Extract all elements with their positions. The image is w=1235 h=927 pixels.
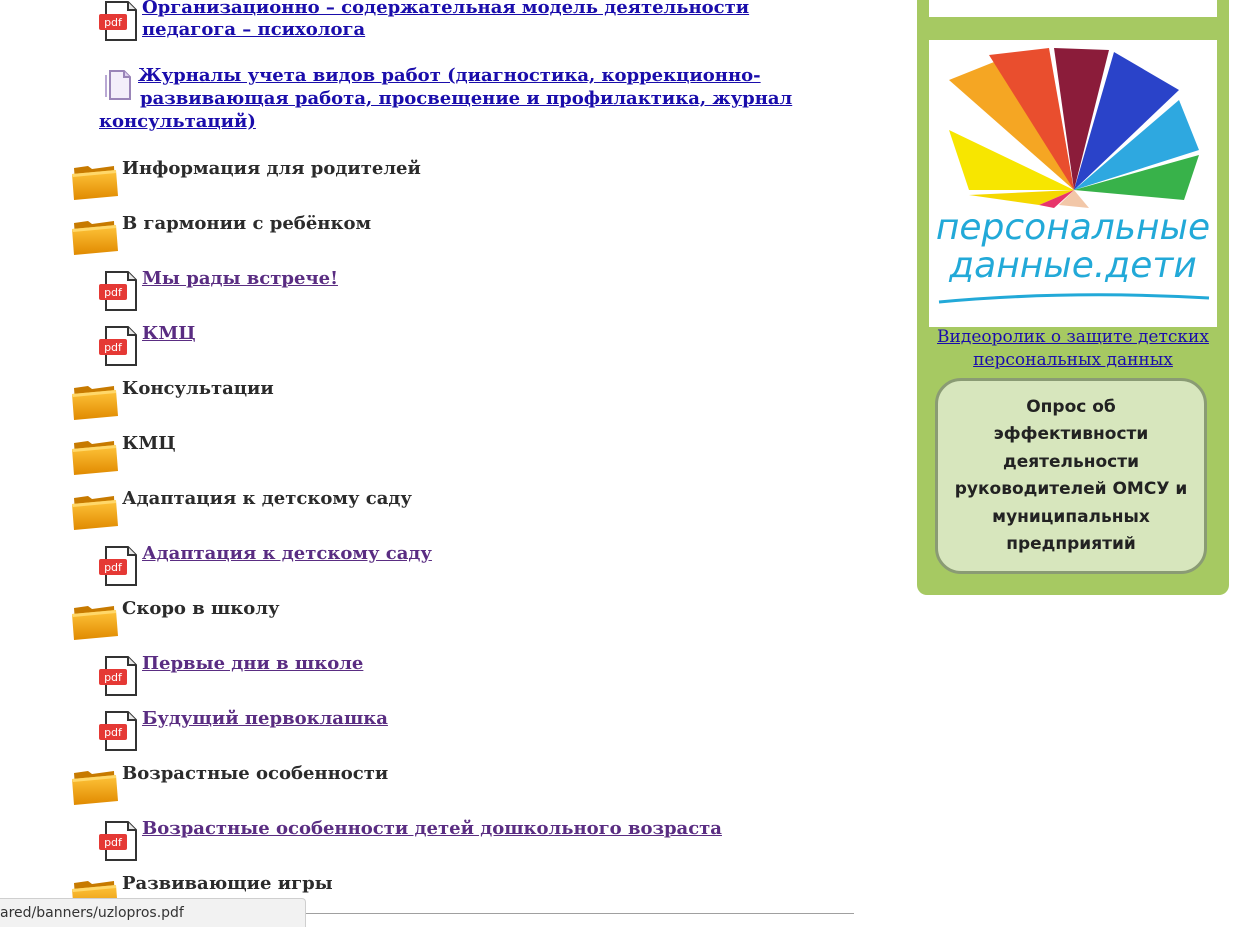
folder-icon (70, 215, 120, 257)
folder-consultations[interactable] (70, 380, 274, 422)
folder-label: В гармонии с ребёнком (122, 213, 372, 234)
banner-line-1: персональные (935, 207, 1211, 248)
folder-icon (70, 380, 120, 422)
document-item[interactable] (98, 325, 196, 367)
pdf-icon (98, 710, 140, 752)
link-future-first-grader[interactable]: Будущий первоклашка (142, 708, 388, 729)
document-item[interactable] (98, 545, 432, 587)
pdf-icon (98, 820, 140, 862)
sidebar (917, 0, 1229, 595)
doc-journals-link[interactable] (138, 65, 761, 87)
video-link[interactable] (917, 326, 1229, 372)
sidebar-top-banner (929, 0, 1217, 17)
color-fan-graphic (929, 40, 1217, 210)
pdf-icon (98, 655, 140, 697)
folder-label: Возрастные особенности (122, 763, 389, 784)
pdf-icon (98, 325, 140, 367)
document-item[interactable] (98, 710, 388, 752)
link-glad-to-meet[interactable]: Мы рады встрече! (142, 268, 338, 289)
document-item[interactable] (98, 0, 749, 42)
folder-school-soon[interactable] (70, 600, 280, 642)
folder-label: КМЦ (122, 433, 176, 454)
doc-journals-line-1: Журналы учета видов работ (диагностика, коррекционно- (138, 65, 761, 86)
document-icon (100, 67, 136, 103)
folder-harmony[interactable] (70, 215, 371, 257)
document-item[interactable] (98, 270, 338, 312)
doc-model-line-2: педагога – психолога (142, 19, 366, 40)
pdf-icon (98, 270, 140, 312)
doc-journals-line-3: консультаций) (99, 111, 256, 132)
folder-age-features[interactable] (70, 765, 388, 807)
folder-icon (70, 160, 120, 202)
folder-icon (70, 765, 120, 807)
folder-icon (70, 490, 120, 532)
folder-icon (70, 600, 120, 642)
pdf-icon (98, 545, 140, 587)
folder-icon (70, 435, 120, 477)
folder-label: Консультации (122, 378, 274, 399)
folder-label: Адаптация к детскому саду (122, 488, 412, 509)
personal-data-banner[interactable] (929, 40, 1217, 327)
document-item-continued[interactable] (97, 113, 256, 133)
banner-line-2: данные.дети (949, 245, 1197, 286)
divider-line (306, 913, 854, 914)
link-kmc[interactable]: КМЦ (142, 323, 196, 344)
link-first-days[interactable]: Первые дни в школе (142, 653, 364, 674)
document-item[interactable] (98, 820, 722, 862)
folder-label: Скоро в школу (122, 598, 280, 619)
status-bar-url (0, 898, 306, 927)
video-link-line-2: персональных данных (973, 350, 1173, 370)
survey-banner-button[interactable] (935, 378, 1207, 574)
doc-journals-line-2: развивающая работа, просвещение и профилактика, журнал (140, 88, 793, 109)
document-item-continued[interactable] (138, 90, 792, 110)
folder-label: Информация для родителей (122, 158, 421, 179)
pdf-icon (98, 0, 140, 42)
doc-model-line-1: Организационно – содержательная модель деятельности (142, 0, 750, 18)
folder-kmc[interactable] (70, 435, 176, 477)
link-adaptation[interactable]: Адаптация к детскому саду (142, 543, 432, 564)
document-item[interactable] (98, 655, 363, 697)
video-link-line-1: Видеоролик о защите детских (937, 327, 1209, 347)
folder-parents-info[interactable] (70, 160, 421, 202)
folder-adaptation[interactable] (70, 490, 412, 532)
banner-underline (929, 288, 1217, 318)
folder-label: Развивающие игры (122, 873, 333, 894)
link-age-features-preschool[interactable]: Возрастные особенности детей дошкольного возраста (142, 818, 722, 839)
doc-journals-link-line3[interactable] (99, 111, 256, 133)
survey-text: Опрос об эффективности деятельности руководителей ОМСУ и муниципальных предприятий (954, 396, 1188, 554)
status-url-text: ared/banners/uzlopros.pdf (0, 905, 184, 921)
doc-journals-link-line2[interactable] (140, 88, 792, 110)
doc-model-link[interactable] (142, 0, 749, 41)
